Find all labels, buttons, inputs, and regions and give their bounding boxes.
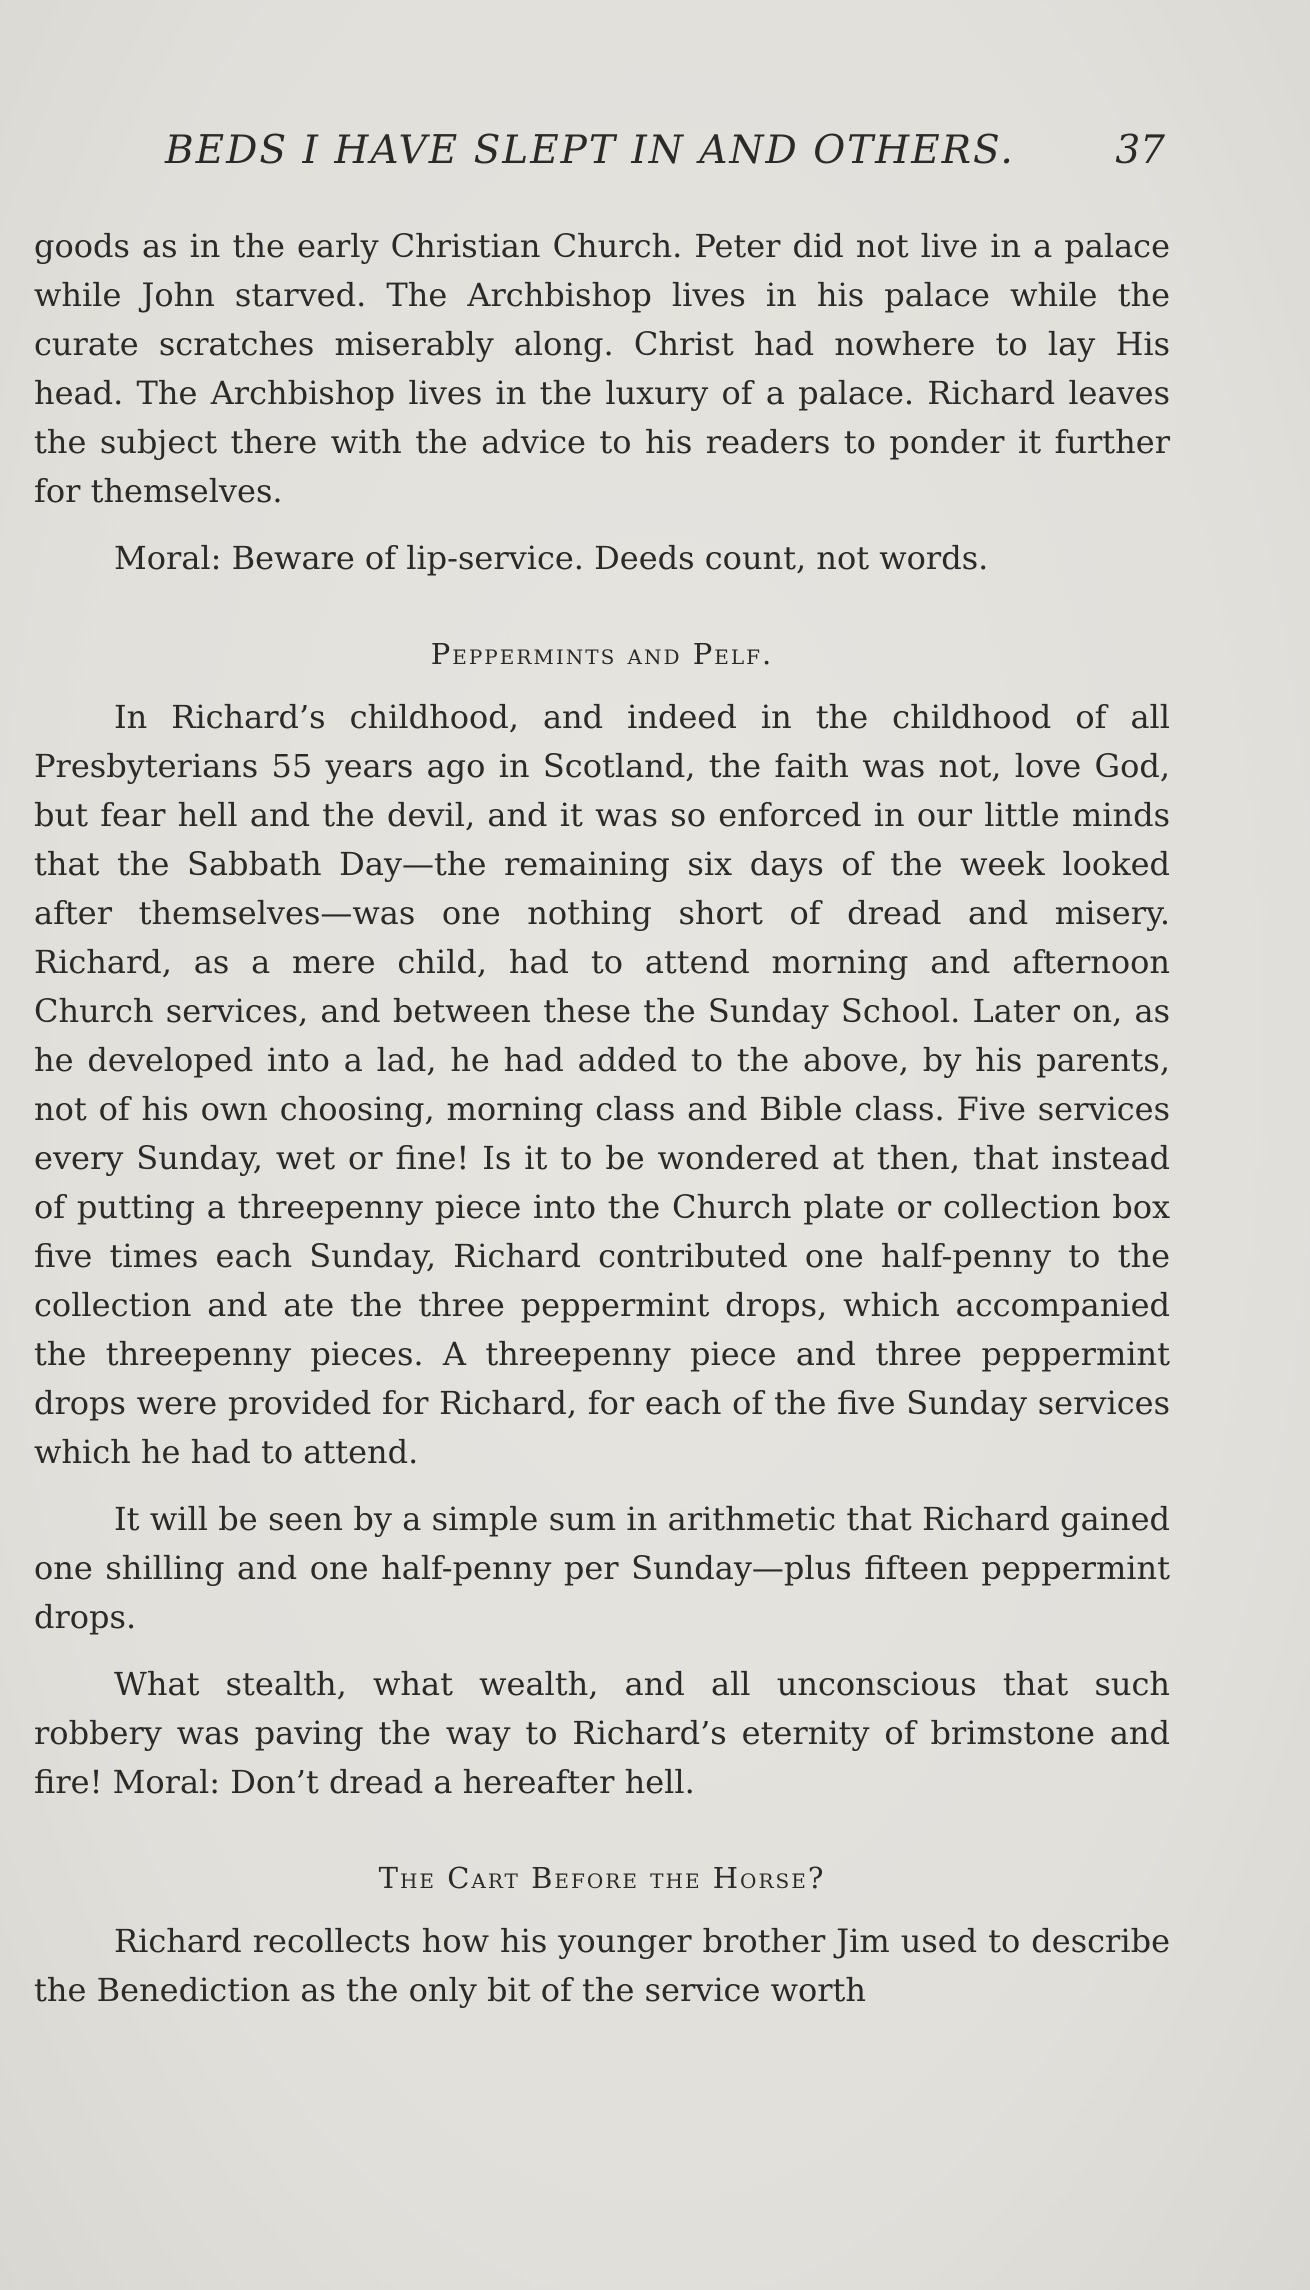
paragraph-childhood: In Richard’s childhood, and indeed in the childhood of all Presbyterians 55 years ago in Scotland, the faith was not, love God, but fear hell and the devil, and it was so enforced in our little minds that the Sabbath Day—the remaining six days of the week looked after themselves—was one nothing short of dread and misery. Richard, as a mere child, had to attend morning and afternoon Church services, and between these the Sunday School. Later on, as he developed into a lad, he had added to the above, by his parents, not of his own choosing, morning class and Bible class. Five services every Sunday, wet or fine! Is it to be wondered at then, that instead of putting a threepenny piece into the Church plate or collection box five times each Sunday, Richard contributed one half-penny to the collection and ate the three peppermint drops, which accompanied the threepenny pieces. A threepenny piece and three peppermint drops were provided for Richard, for each of the five Sunday services which he had to attend. (34, 698, 1170, 1471)
section-heading-peppermints: Peppermints and Pelf. (430, 637, 774, 671)
paragraph-benediction: Richard recollects how his younger brother Jim used to describe the Benediction as the only bit of the service worth (34, 1922, 1170, 2009)
running-header (165, 128, 1165, 188)
page-number: 37 (1115, 128, 1165, 173)
running-title: BEDS I HAVE SLEPT IN AND OTHERS. (165, 128, 1015, 173)
body-text (34, 222, 1170, 2015)
section-heading-cart: The Cart Before the Horse? (378, 1861, 826, 1895)
paragraph-stealth: What stealth, what wealth, and all unconscious that such robbery was paving the way to Richard’s eternity of brimstone and fire! Moral: Don’t dread a hereafter hell. (34, 1665, 1170, 1801)
paragraph-arithmetic: It will be seen by a simple sum in arithmetic that Richard gained one shilling and one half-penny per Sunday—plus fifteen peppermint drops. (34, 1500, 1170, 1636)
paragraph-moral: Moral: Beware of lip-service. Deeds count, not words. (114, 539, 989, 577)
paragraph-continued: goods as in the early Christian Church. Peter did not live in a palace while John starved. The Archbishop lives in his palace while the curate scratches miserably along. Christ had nowhere to lay His head. The Archbishop lives in the luxury of a palace. Richard leaves the subject there with the advice to his readers to ponder it further for themselves. (34, 227, 1170, 510)
